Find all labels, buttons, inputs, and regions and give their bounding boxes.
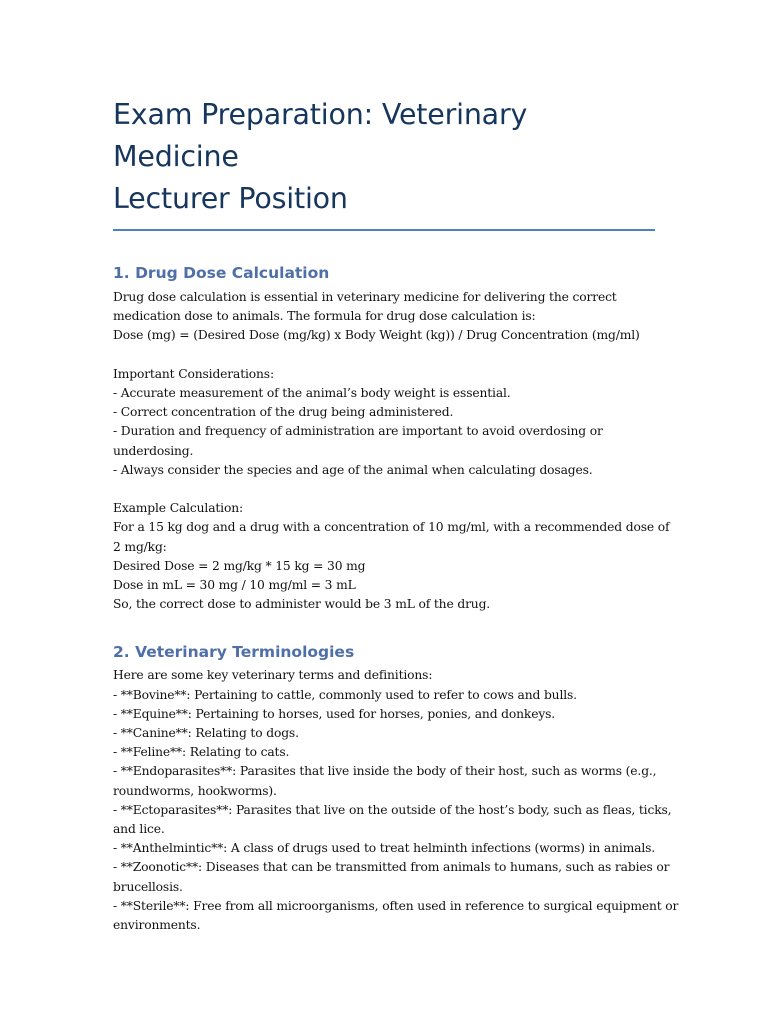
document-title bbox=[113, 94, 656, 220]
body-text-line bbox=[113, 346, 656, 365]
body-text-line: roundworms, hookworms). bbox=[113, 783, 277, 798]
body-text-line: brucellosis. bbox=[113, 879, 183, 894]
body-text-line: For a 15 kg dog and a drug with a concentration of 10 mg/ml, with a recommended dose of bbox=[113, 520, 670, 535]
body-text-line: So, the correct dose to administer would be 3 mL of the drug. bbox=[113, 597, 491, 612]
title-underline bbox=[113, 229, 655, 231]
section-body bbox=[113, 288, 670, 614]
body-text-line: Dose (mg) = (Desired Dose (mg/kg) x Body Weight (kg)) / Drug Concentration (mg/ml) bbox=[113, 328, 640, 343]
body-text-line: - **Anthelmintic**: A class of drugs used to treat helminth infections (worms) in animals. bbox=[113, 841, 656, 856]
body-text-line: - **Canine**: Relating to dogs. bbox=[113, 726, 299, 741]
body-text-line: - **Feline**: Relating to cats. bbox=[113, 745, 290, 760]
body-text-line: - **Ectoparasites**: Parasites that live on the outside of the host’s body, such as fleas, ticks, bbox=[113, 802, 672, 817]
body-text-line: environments. bbox=[113, 918, 201, 933]
body-text-line bbox=[113, 480, 656, 499]
body-text-line: underdosing. bbox=[113, 443, 194, 458]
body-text-line: Example Calculation: bbox=[113, 501, 243, 516]
body-text-line: medication dose to animals. The formula for drug dose calculation is: bbox=[113, 309, 536, 324]
body-text-line: - Always consider the species and age of the animal when calculating dosages. bbox=[113, 462, 593, 477]
body-text-line: - **Zoonotic**: Diseases that can be transmitted from animals to humans, such as rabies or bbox=[113, 860, 670, 875]
section-body bbox=[113, 666, 679, 935]
section-heading: 1. Drug Dose Calculation bbox=[113, 264, 330, 282]
section-heading: 2. Veterinary Terminologies bbox=[113, 643, 355, 662]
body-text-line: - **Endoparasites**: Parasites that live inside the body of their host, such as worms (e.g., bbox=[113, 764, 657, 779]
body-text-line: Drug dose calculation is essential in veterinary medicine for delivering the correct bbox=[113, 290, 617, 304]
body-text-line: Here are some key veterinary terms and definitions: bbox=[113, 668, 433, 683]
body-text-line: - Correct concentration of the drug being administered. bbox=[113, 405, 454, 420]
document-page bbox=[113, 94, 679, 935]
body-text-line: and lice. bbox=[113, 822, 165, 837]
body-text-line: Dose in mL = 30 mg / 10 mg/ml = 3 mL bbox=[113, 578, 356, 593]
body-text-line: - Accurate measurement of the animal’s body weight is essential. bbox=[113, 386, 511, 400]
document-title-line: Exam Preparation: Veterinary Medicine bbox=[113, 98, 528, 173]
section-drug-dose-calculation bbox=[113, 262, 670, 614]
body-text-line: - Duration and frequency of administration are important to avoid overdosing or bbox=[113, 424, 603, 439]
body-text-line: Desired Dose = 2 mg/kg * 15 kg = 30 mg bbox=[113, 558, 366, 573]
body-text-line: 2 mg/kg: bbox=[113, 539, 167, 554]
body-text-line: - **Equine**: Pertaining to horses, used for horses, ponies, and donkeys. bbox=[113, 706, 556, 721]
document-title-line: Lecturer Position bbox=[113, 182, 348, 215]
body-text-line: - **Sterile**: Free from all microorganisms, often used in reference to surgical equipment or bbox=[113, 898, 679, 913]
body-text-line: - **Bovine**: Pertaining to cattle, commonly used to refer to cows and bulls. bbox=[113, 687, 577, 702]
body-text-line: Important Considerations: bbox=[113, 366, 274, 381]
section-veterinary-terminologies bbox=[113, 641, 679, 935]
